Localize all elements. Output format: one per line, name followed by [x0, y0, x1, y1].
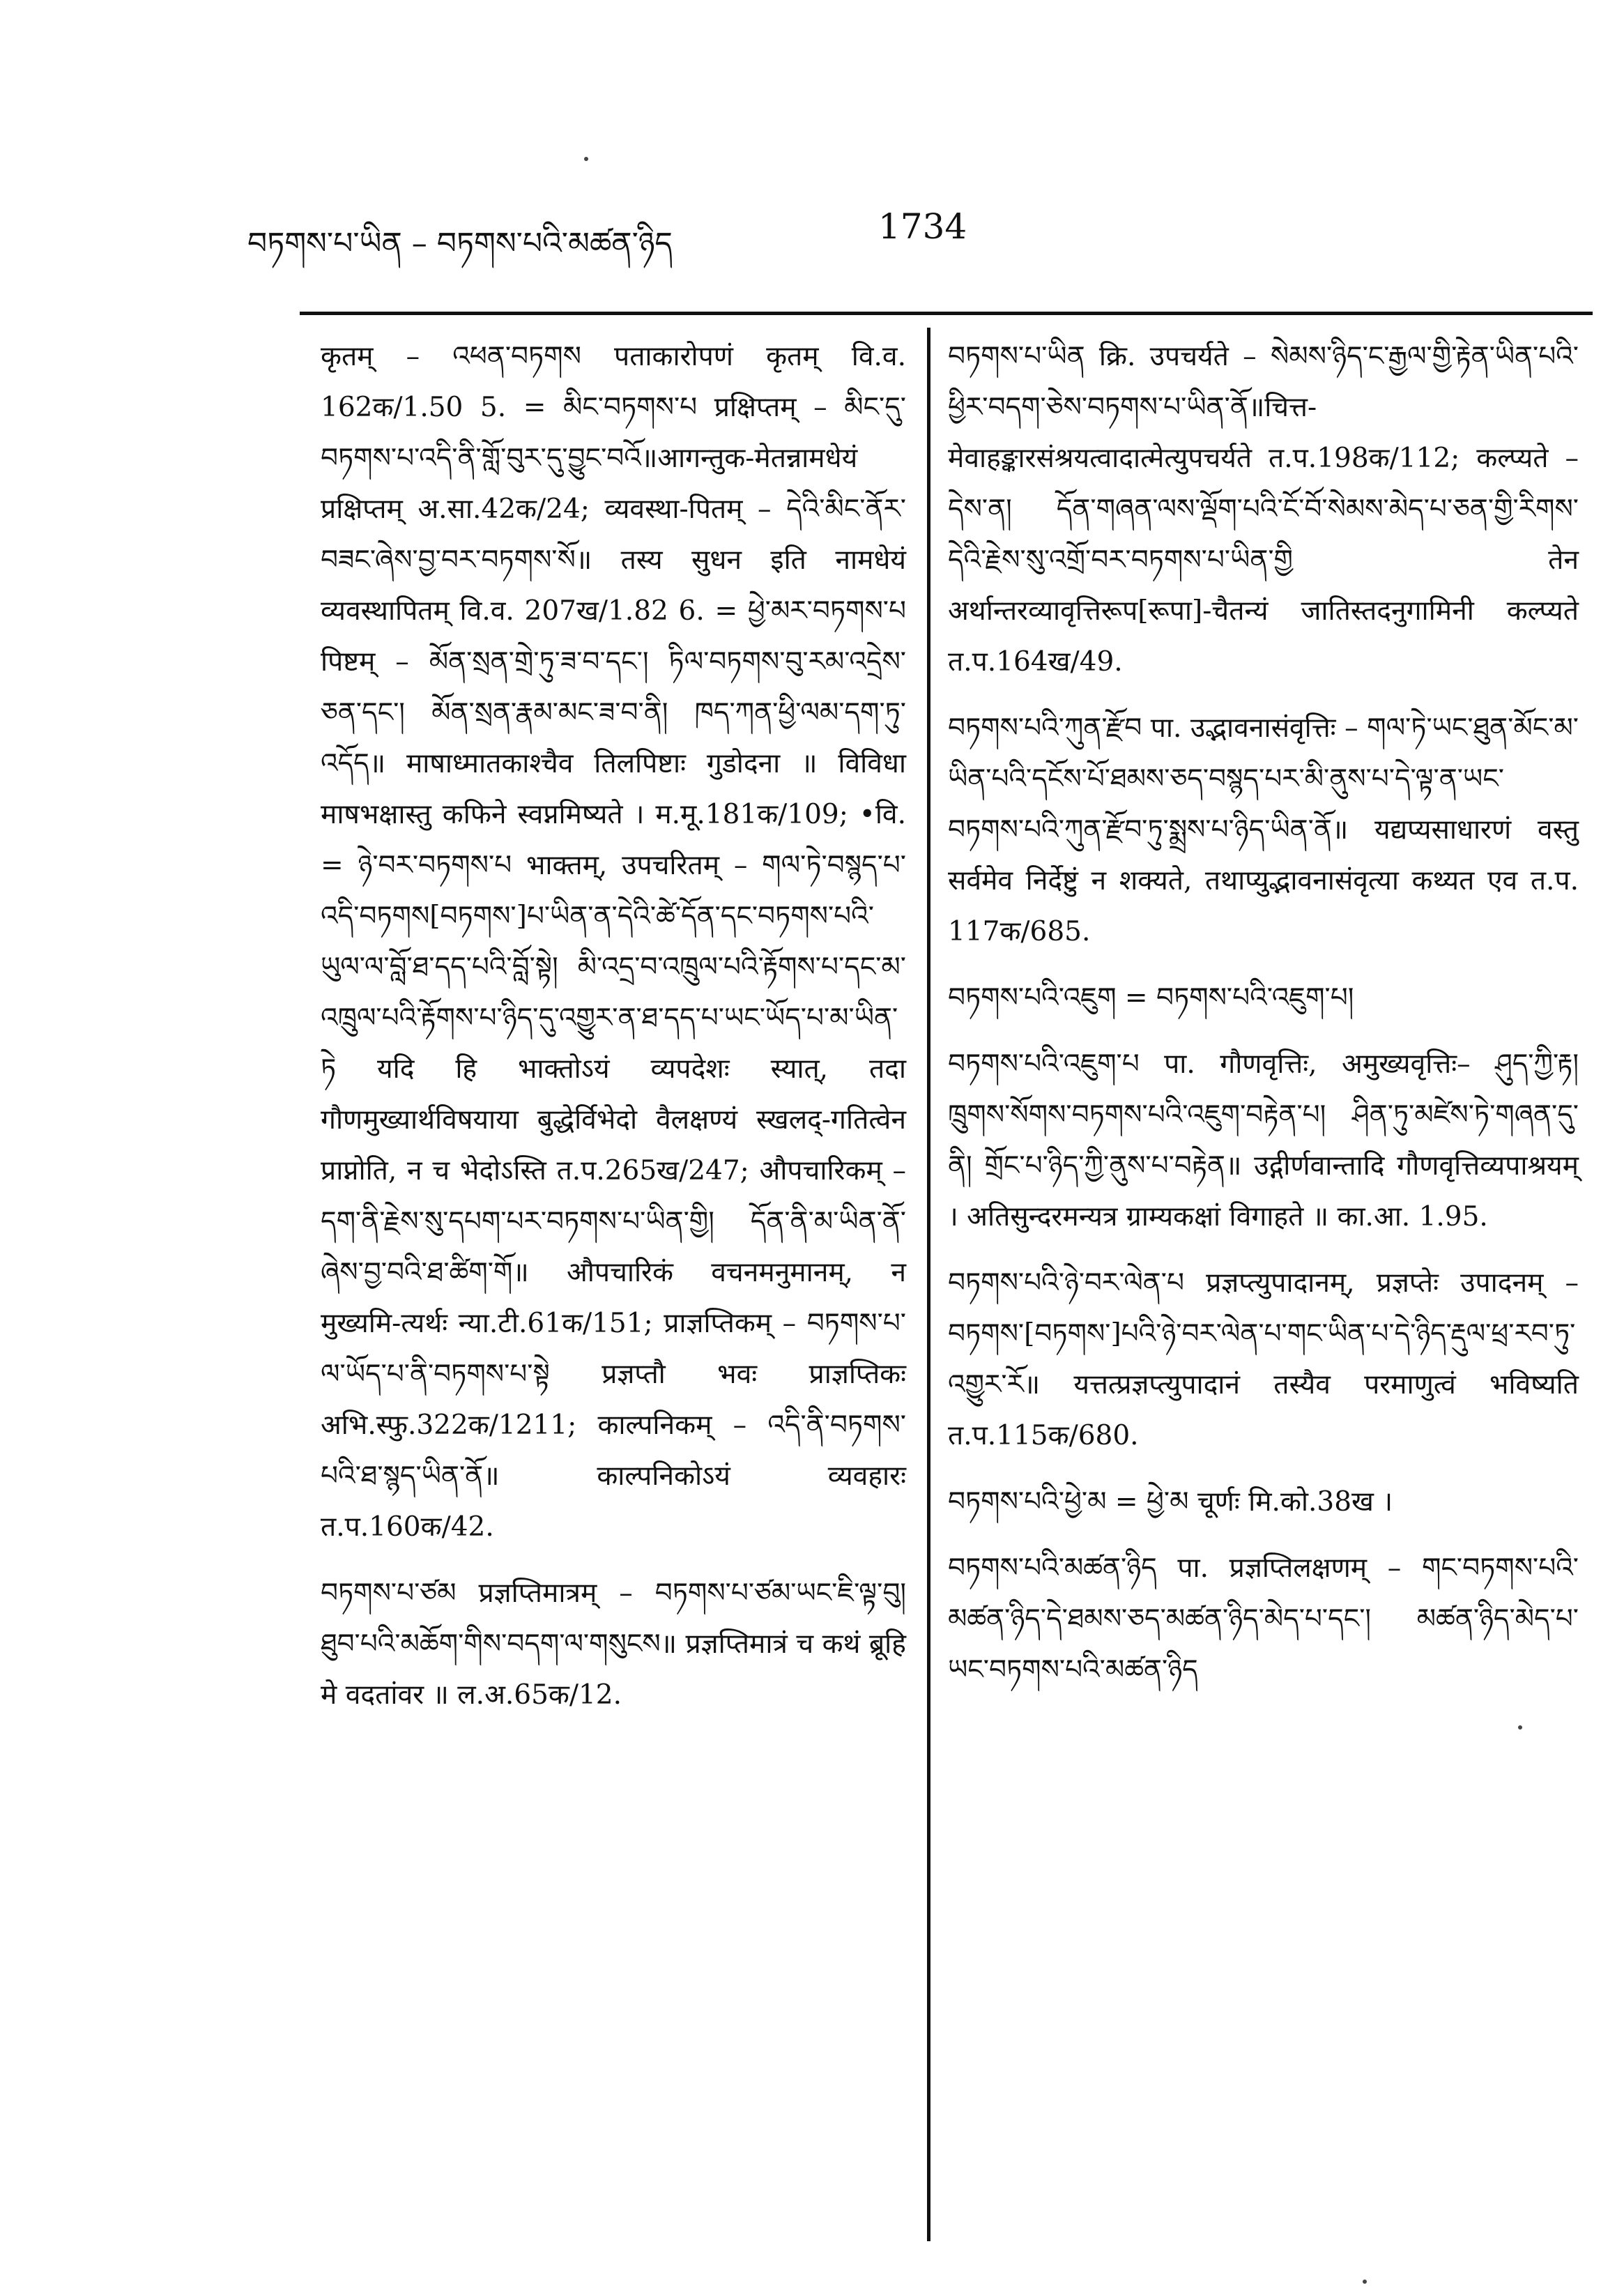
dictionary-entry: བཏགས་པའི་འཇུག = བཏགས་པའི་འཇུག་པ། — [948, 982, 1354, 1014]
scan-speck — [584, 157, 588, 161]
column-divider — [927, 328, 930, 2241]
header-headwords: བཏགས་པ་ཡིན – བཏགས་པའི་མཚན་ཉིད — [247, 226, 673, 261]
page-number: 1734 — [878, 206, 967, 247]
dictionary-entry: कृतम् – འཕན་བཏགས पताकारोपणं कृतम् वि.व. 162क/1.50 5. = མིང་བཏགས་པ प्रक्षिप्तम् – མིང་དུ་བཏགས་པ་འདི་ནི་གློ་བུར་དུ་བྱུང་བའོ॥आगन्तुक-मेतन्नामधेयं प्रक्षिप्तम् अ.सा.42क/24; व्यवस्था-पितम् – དེའི་མིང་ནོར་བཟང་ཞེས་བྱ་བར་བཏགས་སོ॥ तस्य सुधन इति नामधेयं व्यवस्थापितम् वि.व. 207ख/1.82 6. = ཕྱེ་མར་བཏགས་པ पिष्टम् – མོན་སྲན་གྲེ་ཏུ་ཟ་བ་དང་། ཏིལ་བཏགས་བུ་རམ་འདྲེས་ཅན་དང་། མོན་སྲན་རྣམ་མང་ཟ་བ་ནི། ཁད་ཀན་ཕྱི་ལམ་དག་ཏུ་འདོད॥ माषाध्मातकाश्चैव तिलपिष्टाः गुडोदना ॥ विविधा माषभक्षास्तु कफिने स्वप्नमिष्यते । म.मू.181क/109; •वि. = ཉེ་བར་བཏགས་པ भाक्तम्, उपचरितम् – གལ་ཏེ་བསྙད་པ་འདི་བཏགས[བཏགས་]པ་ཡིན་ན་དེའི་ཚེ་དོན་དང་བཏགས་པའི་ཡུལ་ལ་བློ་ཐ་དད་པའི་བློ་སྟེ། མི་འདྲ་བ་འཁྲུལ་པའི་རྟོགས་པ་དང་མ་འཁྲུལ་པའི་རྟོགས་པ་ཉིད་དུ་འགྱུར་ན་ཐ་དད་པ་ཡང་ཡོད་པ་མ་ཡིན་ཏེ यदि हि भाक्तोऽयं व्यपदेशः स्यात्, तदा गौणमुख्यार्थविषयाया बुद्धेर्विभेदो वैलक्षण्यं स्खलद्-गतित्वेन प्राप्नोति, न च भेदोऽस्ति त.प.265ख/247; औपचारिकम् – དག་ནི་རྗེས་སུ་དཔག་པར་བཏགས་པ་ཡིན་གྱི། དོན་ནི་མ་ཡིན་ནོ་ཞེས་བྱ་བའི་ཐ་ཚིག་གོ॥ औपचारिकं वचनमनुमानम्, न मुख्यमि-त्यर्थः न्या.टी.61क/151; प्राज्ञप्तिकम् – བཏགས་པ་ལ་ཡོད་པ་ནི་བཏགས་པ་སྟེ प्रज्ञप्तौ भवः प्राज्ञप्तिकः अभि.स्फु.322क/1211; काल्पनिकम् – འདི་ནི་བཏགས་པའི་ཐ་སྙད་ཡིན་ནོ॥ काल्पनिकोऽयं व्यवहारः त.प.160क/42. — [321, 341, 906, 1543]
scan-speck — [1363, 2280, 1367, 2284]
dictionary-entry: བཏགས་པ་ཙམ प्रज्ञप्तिमात्रम् – བཏགས་པ་ཙམ་ཡང་ཇི་ལྟ་བུ། ཐུབ་པའི་མཆོག་གིས་བདག་ལ་གསུངས॥ प्रज्ञप्तिमात्रं च कथं ब्रूहि मे वदतांवर ॥ ल.अ.65क/12. — [321, 1578, 906, 1711]
running-header — [247, 206, 967, 261]
dictionary-entry: བཏགས་པའི་མཚན་ཉིད पा. प्रज्ञप्तिलक्षणम् – གང་བཏགས་པའི་མཚན་ཉིད་དེ་ཐམས་ཅད་མཚན་ཉིད་མེད་པ་དང་། མཚན་ཉིད་མེད་པ་ཡང་བཏགས་པའི་མཚན་ཉིད — [948, 1552, 1579, 1686]
dictionary-entry: བཏགས་པའི་ཕྱེ་མ = ཕྱེ་མ चूर्णः मि.को.38ख । — [948, 1486, 1393, 1518]
dictionary-entry: བཏགས་པ་ཡིན क्रि. उपचर्यते – སེམས་ཉིད་ང་རྒྱལ་གྱི་རྟེན་ཡིན་པའི་ཕྱིར་བདག་ཅེས་བཏགས་པ་ཡིན་ནོ॥चित्त-मेवाहङ्कारसंश्रयत्वादात्मेत्युपचर्यते त.प.198क/112; कल्प्यते – དེས་ན། དོན་གཞན་ལས་ལྡོག་པའི་ངོ་བོ་སེམས་མེད་པ་ཅན་གྱི་རིགས་དེའི་རྗེས་སུ་འགྲོ་བར་བཏགས་པ་ཡིན་གྱི तेन अर्थान्तरव्यावृत्तिरूप[रूपा]-चैतन्यं जातिस्तदनुगामिनी कल्प्यते त.प.164ख/49. — [948, 341, 1579, 678]
right-column — [948, 331, 1579, 1711]
dictionary-entry: བཏགས་པའི་ཉེ་བར་ལེན་པ प्रज्ञप्त्युपादानम्, प्रज्ञप्तेः उपादनम् – བཏགས་[བཏགས་]པའི་ཉེ་བར་ལེན་པ་གང་ཡིན་པ་དེ་ཉིད་རྡུལ་ཕྲ་རབ་ཏུ་འགྱུར་རོ॥ यत्तत्प्रज्ञप्त्युपादानं तस्यैव परमाणुत्वं भविष्यति त.प.115क/680. — [948, 1267, 1579, 1451]
scan-speck — [1518, 1725, 1522, 1730]
left-column — [321, 331, 906, 1736]
dictionary-entry: བཏགས་པའི་ཀུན་རྫོབ पा. उद्भावनासंवृत्तिः – གལ་ཏེ་ཡང་ཐུན་མོང་མ་ཡིན་པའི་དངོས་པོ་ཐམས་ཅད་བསྙད་པར་མི་ནུས་པ་དེ་ལྟ་ན་ཡང་བཏགས་པའི་ཀུན་རྫོབ་ཏུ་སྨྲས་པ་ཉིད་ཡིན་ནོ॥ यद्यप्यसाधारणं वस्तु सर्वमेव निर्देष्टुं न शक्यते, तथाप्युद्भावनासंवृत्या कथ्यत एव त.प. 117क/685. — [948, 712, 1579, 947]
header-rule — [300, 312, 1593, 315]
dictionary-entry: བཏགས་པའི་འཇུག་པ पा. गौणवृत्तिः, अमुख्यवृत्तिः– ཤུད་ཀྱི་རྟ། ཁྲུགས་སོགས་བཏགས་པའི་འཇུག་བརྟེན་པ། ཤིན་ཏུ་མཛེས་ཏེ་གཞན་དུ་ནི། གྲོང་པ་ཉིད་ཀྱི་ནུས་པ་བརྟེན॥ उद्गीर्णवान्तादि गौणवृत्तिव्यपाश्रयम् । अतिसुन्दरमन्यत्र ग्राम्यकक्षां विगाहते ॥ का.आ. 1.95. — [948, 1048, 1579, 1232]
